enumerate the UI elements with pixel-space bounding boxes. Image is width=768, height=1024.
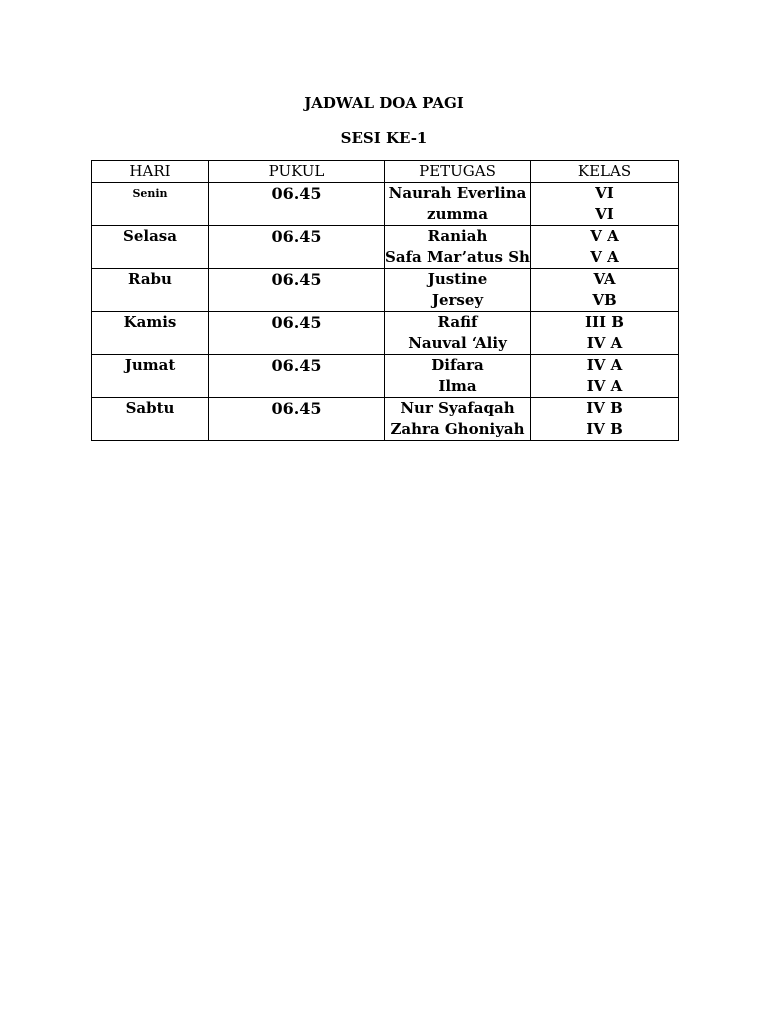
officer-name: Difara <box>431 356 484 374</box>
day-cell <box>92 355 209 398</box>
officer-name: Naurah Everlina <box>388 184 527 202</box>
classes-cell <box>531 269 679 312</box>
classes-cell <box>531 226 679 269</box>
document-title: JADWAL DOA PAGI <box>304 94 464 112</box>
officer-name: Zahra Ghoniyah <box>390 420 525 438</box>
class-label: VI <box>595 184 614 202</box>
day-cell <box>92 398 209 441</box>
document-subtitle: SESI KE-1 <box>340 129 428 147</box>
classes-cell <box>531 312 679 355</box>
officers-cell <box>385 226 531 269</box>
classes-cell <box>531 398 679 441</box>
time-label: 06.45 <box>271 313 322 332</box>
officers-cell <box>385 398 531 441</box>
officers-cell <box>385 312 531 355</box>
class-label: IV A <box>586 377 623 395</box>
class-label: III B <box>585 313 624 331</box>
time-cell <box>209 398 385 441</box>
class-label: IV B <box>586 399 623 417</box>
officers-cell <box>385 269 531 312</box>
time-cell <box>209 312 385 355</box>
time-cell <box>209 226 385 269</box>
table-row <box>92 312 679 355</box>
day-label: Jumat <box>124 356 176 374</box>
table-row <box>92 183 679 226</box>
time-label: 06.45 <box>271 356 322 375</box>
officers-cell <box>385 355 531 398</box>
class-label: VI <box>595 205 614 223</box>
time-cell <box>209 269 385 312</box>
officer-name: Ilma <box>438 377 477 395</box>
officer-name: Nur Syafaqah <box>400 399 515 417</box>
officer-name: Raniah <box>427 227 488 245</box>
time-label: 06.45 <box>271 227 322 246</box>
class-label: IV A <box>586 356 623 374</box>
day-cell <box>92 183 209 226</box>
schedule-table <box>91 160 679 441</box>
table-row <box>92 355 679 398</box>
class-label: IV B <box>586 420 623 438</box>
classes-cell <box>531 355 679 398</box>
table-row <box>92 269 679 312</box>
class-label: VB <box>592 291 617 309</box>
classes-cell <box>531 183 679 226</box>
header-hari: HARI <box>92 161 209 183</box>
header-kelas: KELAS <box>531 161 679 183</box>
class-label: VA <box>593 270 616 288</box>
time-cell <box>209 355 385 398</box>
officer-name: Nauval ‘Aliy <box>408 334 507 352</box>
header-pukul: PUKUL <box>209 161 385 183</box>
day-label: Selasa <box>123 227 177 245</box>
time-label: 06.45 <box>271 399 322 418</box>
table-row <box>92 398 679 441</box>
day-cell <box>92 269 209 312</box>
class-label: IV A <box>586 334 623 352</box>
day-label: Sabtu <box>125 399 175 417</box>
header-petugas: PETUGAS <box>385 161 531 183</box>
table-row <box>92 226 679 269</box>
officer-name: zumma <box>427 205 488 223</box>
officer-name: Justine <box>427 270 488 288</box>
class-label: V A <box>590 248 619 266</box>
class-label: V A <box>590 227 619 245</box>
day-label: Kamis <box>123 313 177 331</box>
time-label: 06.45 <box>271 270 322 289</box>
day-label: Rabu <box>128 270 172 288</box>
day-cell <box>92 312 209 355</box>
officer-name: Rafif <box>437 313 478 331</box>
day-cell <box>92 226 209 269</box>
table-header-row <box>92 161 679 183</box>
officer-name: Safa Mar’atus Sh <box>385 248 530 266</box>
officers-cell <box>385 183 531 226</box>
time-cell <box>209 183 385 226</box>
time-label: 06.45 <box>271 184 322 203</box>
day-label: Senin <box>132 187 168 200</box>
officer-name: Jersey <box>431 291 484 309</box>
